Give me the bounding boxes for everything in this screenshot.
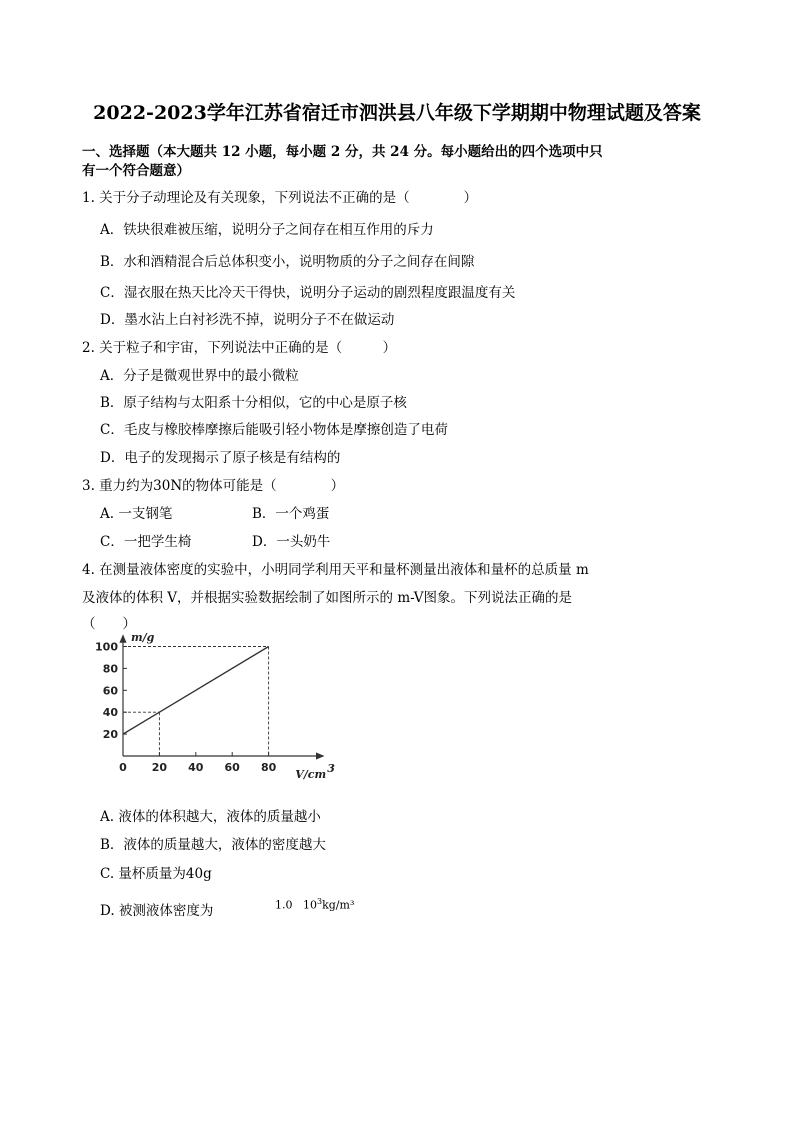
section-heading-line1: 一、选择题（本大题共 12 小题，每小题 2 分，共 24 分。每小题给出的四个选项中只 — [82, 144, 603, 160]
density-number: 1.0 — [275, 898, 293, 912]
question-1-stem: 1. 关于分子动理论及有关现象，下列说法不正确的是（ ） — [82, 190, 478, 206]
density-value — [275, 897, 354, 912]
question-3-option-c: C．一把学生椅 — [100, 534, 192, 550]
question-3-stem: 3. 重力约为30N的物体可能是（ ） — [82, 478, 345, 494]
x-tick-label: 40 — [188, 761, 204, 774]
question-4-option-d: D. 被测液体密度为 — [100, 903, 214, 919]
x-axis-label-exponent: 3 — [327, 762, 335, 775]
y-axis-label: m/g — [131, 631, 155, 644]
density-unit: kg/m³ — [322, 898, 355, 912]
x-tick-label: 0 — [119, 761, 127, 774]
density-unit-exponent: 3 — [317, 897, 323, 906]
x-tick-label: 80 — [260, 761, 277, 774]
question-4-option-a: A. 液体的体积越大，液体的质量越小 — [100, 809, 321, 825]
question-1-option-b: B．水和酒精混合后总体积变小，说明物质的分子之间存在间隙 — [100, 254, 475, 270]
question-2-option-a: A．分子是微观世界中的最小微粒 — [100, 368, 299, 384]
question-4-option-c: C. 量杯质量为40g — [100, 866, 212, 882]
question-2-option-b: B．原子结构与太阳系十分相似，它的中心是原子核 — [100, 395, 407, 411]
y-tick-label: 40 — [102, 706, 118, 720]
series-line — [123, 647, 269, 735]
x-axis-label: V/cm — [295, 768, 327, 781]
question-3-option-d: D．一头奶牛 — [252, 534, 331, 550]
question-4-stem-line1: 4. 在测量液体密度的实验中，小明同学利用天平和量杯测量出液体和量杯的总质量 m — [82, 562, 589, 578]
question-1-option-d: D．墨水沾上白衬衫洗不掉，说明分子不在做运动 — [100, 312, 395, 328]
y-tick-label: 20 — [102, 728, 118, 742]
question-4-option-b: B．液体的质量越大，液体的密度越大 — [100, 837, 326, 853]
question-2-option-c: C．毛皮与橡胶棒摩擦后能吸引轻小物体是摩擦创造了电荷 — [100, 422, 448, 438]
y-tick-label: 60 — [102, 684, 118, 698]
y-tick-label: 100 — [95, 640, 118, 654]
question-2-option-d: D．电子的发现揭示了原子核是有结构的 — [100, 450, 341, 466]
document-title: 2022-2023学年江苏省宿迁市泗洪县八年级下学期期中物理试题及答案 — [93, 102, 701, 124]
question-1-option-c: C．湿衣服在热天比冷天干得快，说明分子运动的剧烈程度跟温度有关 — [100, 285, 516, 301]
x-tick-label: 20 — [151, 761, 168, 774]
density-unit-base: 10 — [303, 898, 317, 912]
mv-graph — [95, 628, 368, 788]
x-tick-label: 60 — [224, 761, 240, 774]
question-4-stem-line3: （ ） — [82, 616, 136, 632]
section-heading — [82, 143, 642, 181]
question-1-option-a: A．铁块很难被压缩，说明分子之间存在相互作用的斥力 — [100, 222, 434, 238]
question-3-option-b: B．一个鸡蛋 — [252, 506, 330, 522]
section-heading-line2: 有一个符合题意） — [82, 163, 190, 179]
question-2-stem: 2. 关于粒子和宇宙，下列说法中正确的是（ ） — [82, 340, 397, 356]
question-4-stem-line2: 及液体的体积 V，并根据实验数据绘制了如图所示的 m-V图象。下列说法正确的是 — [82, 590, 572, 606]
y-tick-label: 80 — [102, 662, 118, 676]
question-3-option-a: A. 一支钢笔 — [100, 506, 173, 522]
